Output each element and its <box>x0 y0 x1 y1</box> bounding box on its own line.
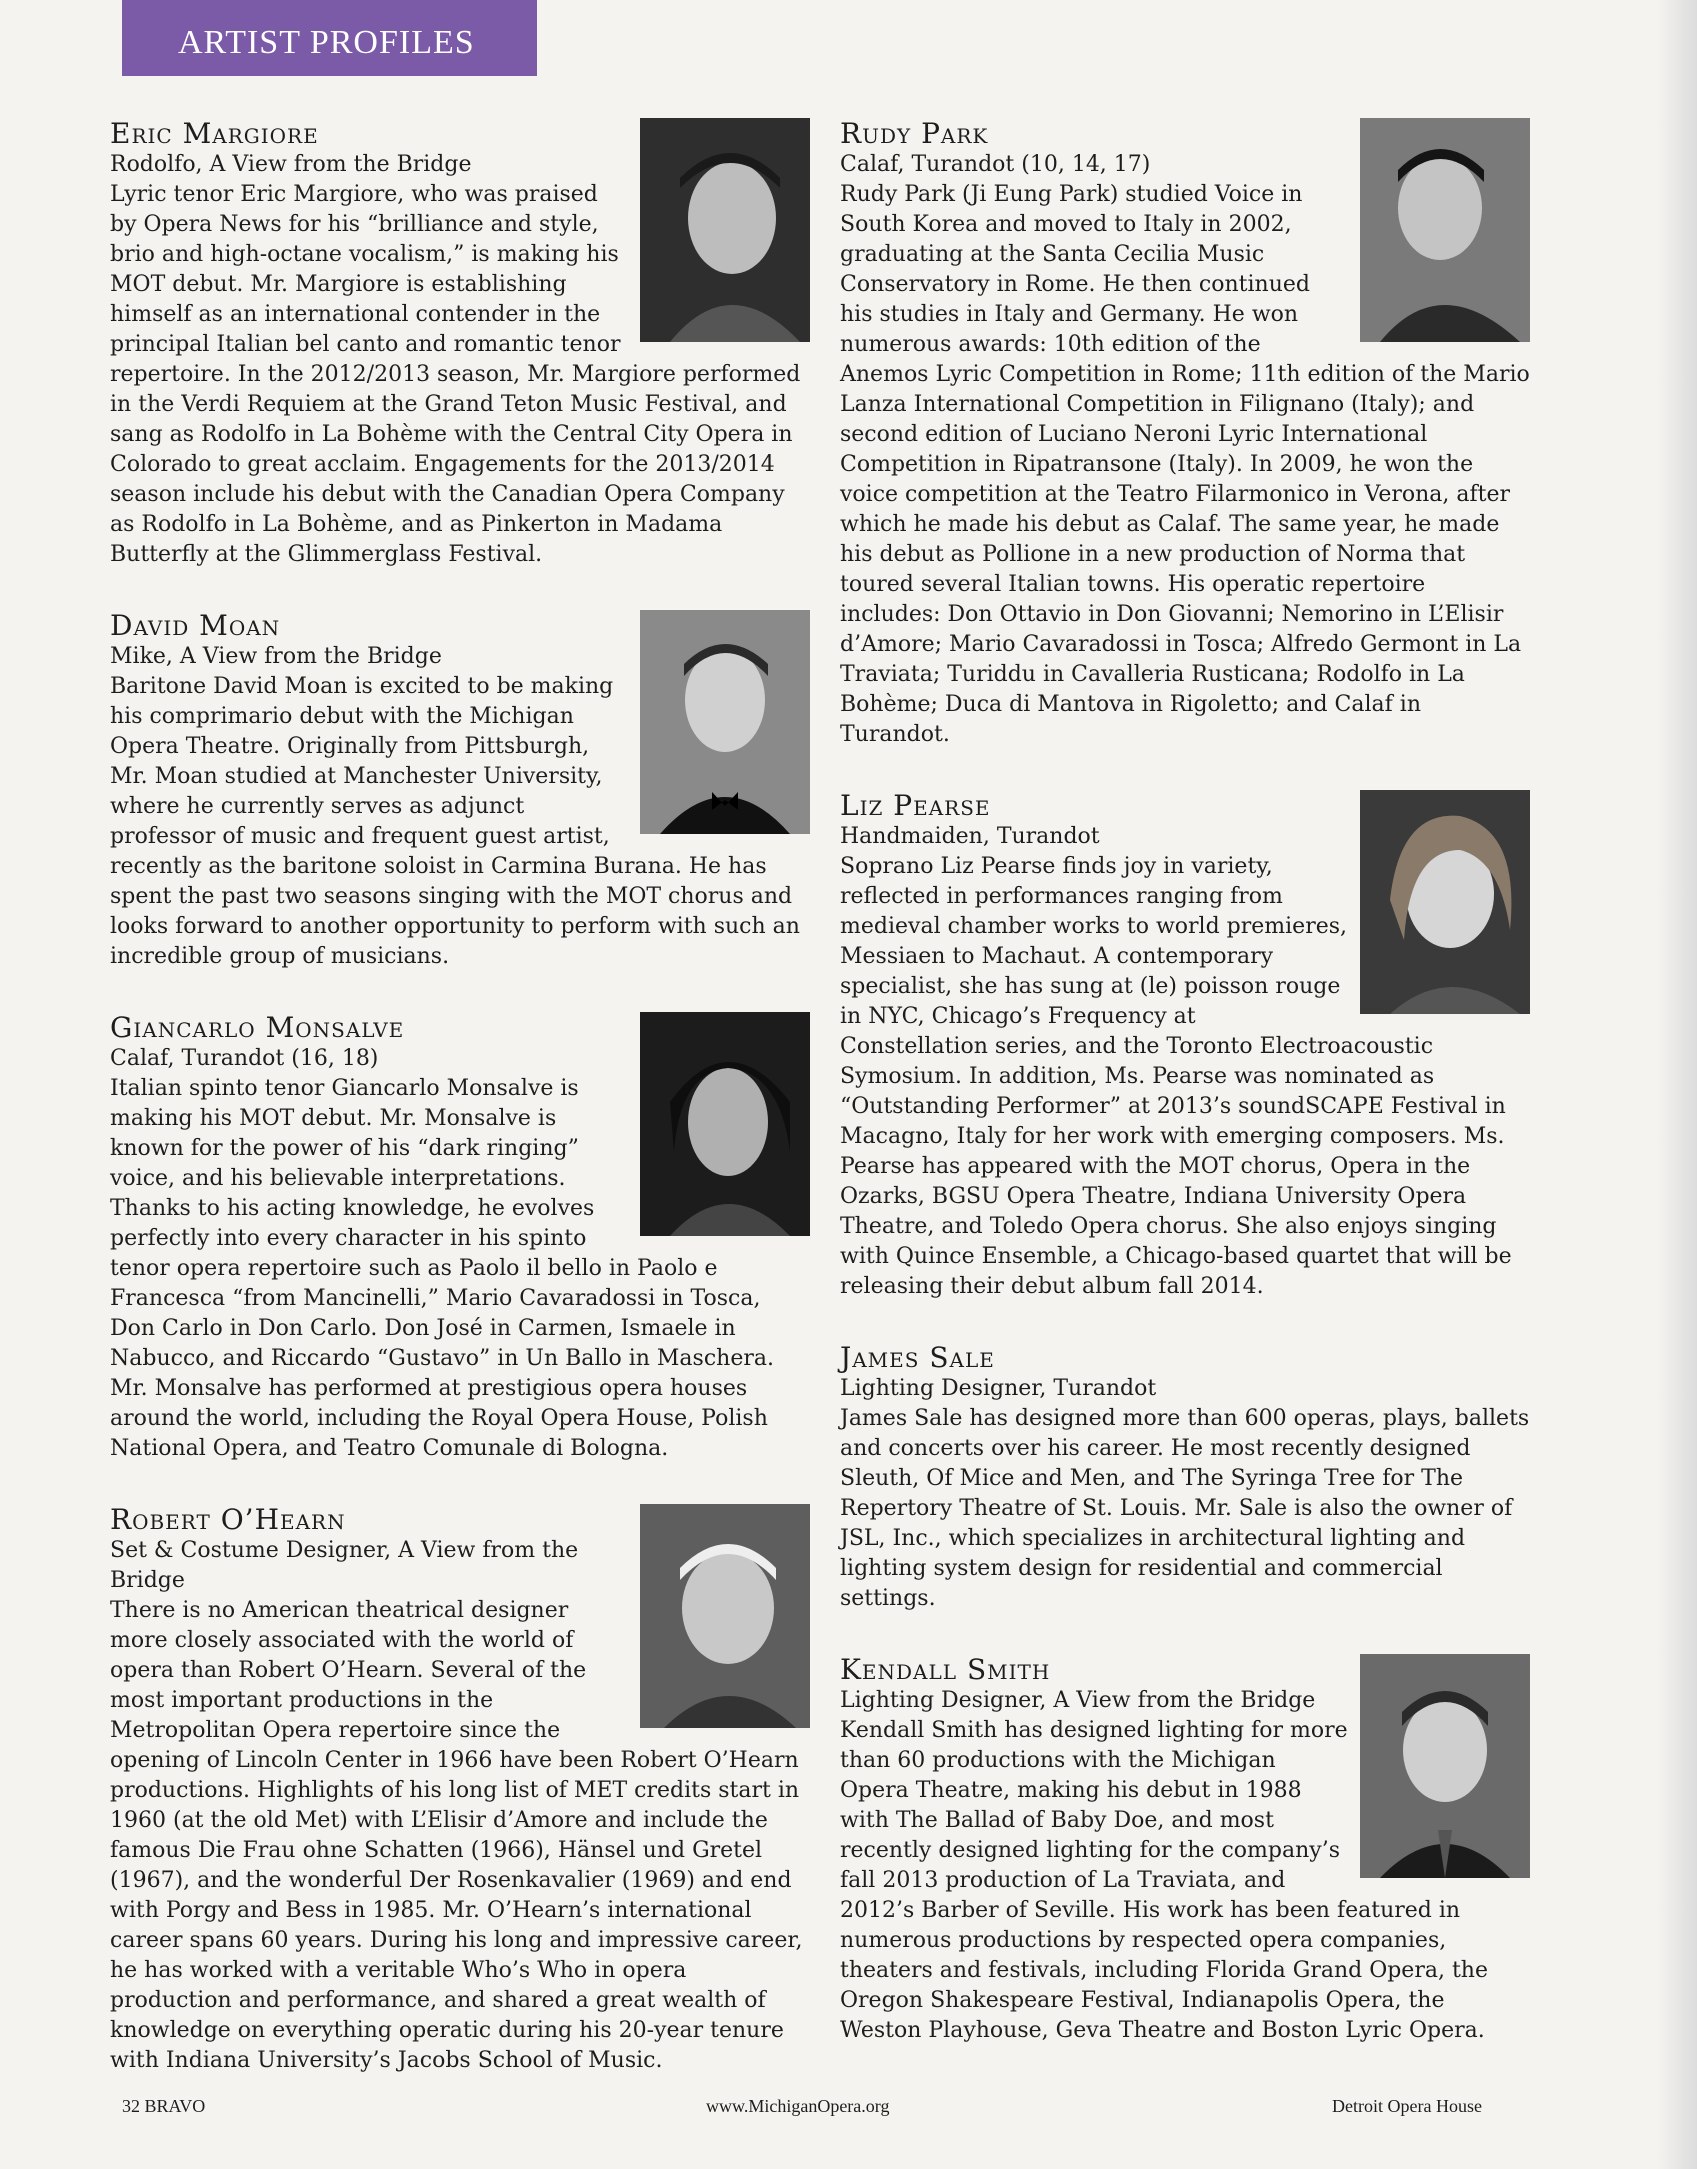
headshot-photo <box>640 118 810 342</box>
artist-name: David Moan <box>110 609 281 642</box>
venue-name: Detroit Opera House <box>1332 2096 1482 2116</box>
artist-bio: There is no American theatrical designer more closely associated with the world of opera than Robert O’Hearn. Several of the most important productions in the Metropolitan Opera repertoire since the opening of Lincoln Center in 1966 have been Robert O’Hearn productions. Highlights of his long list of MET credits start in 1960 (at the old Met) with L’Elisir d’Amore and include the famous Die Frau ohne Schatten (1966), Hänsel und Gretel (1967), and the wonderful Der Rosenkavalier (1969) and end with Porgy and Bess in 1985. Mr. O’Hearn’s international career spans 60 years. During his long and impressive career, he has worked with a veritable Who’s Who in opera production and performance, and shared a great wealth of knowledge on everything operatic during his 20-year tenure with Indiana University’s Jacobs School of Music. <box>110 1598 803 2073</box>
artist-role: Set & Costume Designer, A View from the Bridge <box>110 1538 579 1593</box>
profile-giancarlo-monsalve <box>110 1012 810 1464</box>
section-header <box>122 0 537 76</box>
artist-role: Mike, A View from the Bridge <box>110 644 442 669</box>
headshot-photo <box>640 1504 810 1728</box>
artist-name: Liz Pearse <box>840 789 991 822</box>
profile-robert-ohearn <box>110 1504 810 2076</box>
page-edge-shadow <box>1657 0 1697 2169</box>
artist-bio: Italian spinto tenor Giancarlo Monsalve is making his MOT debut. Mr. Monsalve is known for the power of his “dark ringing” voice, and his believable interpretations. Thanks to his acting knowledge, he evolves perfectly into every character in his spinto tenor opera repertoire such as Paolo il bello in Paolo e Francesca “from Mancinelli,” Mario Cavaradossi in Tosca, Don Carlo in Don Carlo. Don José in Carmen, Ismaele in Nabucco, and Riccardo “Gustavo” in Un Ballo in Maschera. Mr. Monsalve has performed at prestigious opera houses around the world, including the Royal Opera House, Polish National Opera, and Teatro Comunale di Bologna. <box>110 1076 774 1461</box>
section-title: ARTIST PROFILES <box>178 24 475 61</box>
artist-role: Rodolfo, A View from the Bridge <box>110 152 472 177</box>
artist-role: Handmaiden, Turandot <box>840 824 1100 849</box>
artist-bio: Soprano Liz Pearse finds joy in variety, reflected in performances ranging from medieval chamber works to world premieres, Messiaen to Machaut. A contemporary specialist, she has sung at (le) poisson rouge in NYC, Chicago’s Frequency at Constellation series, and the Toronto Electroacoustic Symosium. In addition, Ms. Pearse was nominated as “Outstanding Performer” at 2013’s soundSCAPE Festival in Macagno, Italy for her work with emerging composers. Ms. Pearse has appeared with the MOT chorus, Opera in the Ozarks, BGSU Opera Theatre, Indiana University Opera Theatre, and Toledo Opera chorus. She also enjoys singing with Quince Ensemble, a Chicago-based quartet that will be releasing their debut album fall 2014. <box>840 854 1512 1299</box>
artist-name: Eric Margiore <box>110 117 319 150</box>
artist-bio: Rudy Park (Ji Eung Park) studied Voice in South Korea and moved to Italy in 2002, graduating at the Santa Cecilia Music Conservatory in Rome. He then continued his studies in Italy and Germany. He won numerous awards: 10th edition of the Anemos Lyric Competition in Rome; 11th edition of the Mario Lanza International Competition in Filignano (Italy); and second edition of Luciano Neroni Lyric International Competition in Ripatransone (Italy). In 2009, he won the voice competition at the Teatro Filarmonico in Verona, after which he made his debut as Calaf. The same year, he made his debut as Pollione in a new production of Norma that toured several Italian towns. His operatic repertoire includes: Don Ottavio in Don Giovanni; Nemorino in L’Elisir d’Amore; Mario Cavaradossi in Tosca; Alfredo Germont in La Traviata; Turiddu in Cavalleria Rusticana; Rodolfo in La Bohème; Duca di Mantova in Rigoletto; and Calaf in Turandot. <box>840 182 1530 747</box>
right-column <box>840 118 1530 2086</box>
profile-david-moan <box>110 610 810 972</box>
artist-bio: Baritone David Moan is excited to be making his comprimario debut with the Michigan Opera Theatre. Originally from Pittsburgh, Mr. Moan studied at Manchester University, where he currently serves as adjunct professor of music and frequent guest artist, recently as the baritone soloist in Carmina Burana. He has spent the past two seasons singing with the MOT chorus and looks forward to another opportunity to perform with such an incredible group of musicians. <box>110 674 800 969</box>
artist-bio: Lyric tenor Eric Margiore, who was praised by Opera News for his “brilliance and style, brio and high-octane vocalism,” is making his MOT debut. Mr. Margiore is establishing himself as an international contender in the principal Italian bel canto and romantic tenor repertoire. In the 2012/2013 season, Mr. Margiore performed in the Verdi Requiem at the Grand Teton Music Festival, and sang as Rodolfo in La Bohème with the Central City Opera in Colorado to great acclaim. Engagements for the 2013/2014 season include his debut with the Canadian Opera Company as Rodolfo in La Bohème, and as Pinkerton in Madama Butterfly at the Glimmerglass Festival. <box>110 182 801 567</box>
profile-kendall-smith <box>840 1654 1530 2046</box>
artist-name: Rudy Park <box>840 117 989 150</box>
profile-rudy-park <box>840 118 1530 750</box>
headshot-photo <box>640 1012 810 1236</box>
artist-name: Robert O’Hearn <box>110 1503 346 1536</box>
artist-role: Lighting Designer, Turandot <box>840 1376 1157 1401</box>
artist-role: Lighting Designer, A View from the Bridge <box>840 1688 1316 1713</box>
headshot-photo <box>1360 1654 1530 1878</box>
artist-name: Kendall Smith <box>840 1653 1051 1686</box>
headshot-photo <box>1360 790 1530 1014</box>
website-link[interactable]: www.MichiganOpera.org <box>706 2096 890 2116</box>
profile-james-sale <box>840 1342 1530 1614</box>
artist-name: Giancarlo Monsalve <box>110 1011 405 1044</box>
page-number: 32 BRAVO <box>122 2096 206 2116</box>
artist-bio: Kendall Smith has designed lighting for more than 60 productions with the Michigan Opera Theatre, making his debut in 1988 with The Ballad of Baby Doe, and most recently designed lighting for the company’s fall 2013 production of La Traviata, and 2012’s Barber of Seville. His work has been featured in numerous productions by respected opera companies, theaters and festivals, including Florida Grand Opera, the Oregon Shakespeare Festival, Indianapolis Opera, the Weston Playhouse, Geva Theatre and Boston Lyric Opera. <box>840 1718 1488 2043</box>
artist-role: Calaf, Turandot (16, 18) <box>110 1046 379 1071</box>
left-column <box>110 118 810 2116</box>
profile-eric-margiore <box>110 118 810 570</box>
headshot-photo <box>640 610 810 834</box>
profile-liz-pearse <box>840 790 1530 1302</box>
artist-bio: James Sale has designed more than 600 operas, plays, ballets and concerts over his career. He most recently designed Sleuth, Of Mice and Men, and The Syringa Tree for The Repertory Theatre of St. Louis. Mr. Sale is also the owner of JSL, Inc., which specializes in architectural lighting and lighting system design for residential and commercial settings. <box>840 1406 1530 1611</box>
artist-role: Calaf, Turandot (10, 14, 17) <box>840 152 1151 177</box>
artist-name: James Sale <box>840 1341 995 1374</box>
headshot-photo <box>1360 118 1530 342</box>
